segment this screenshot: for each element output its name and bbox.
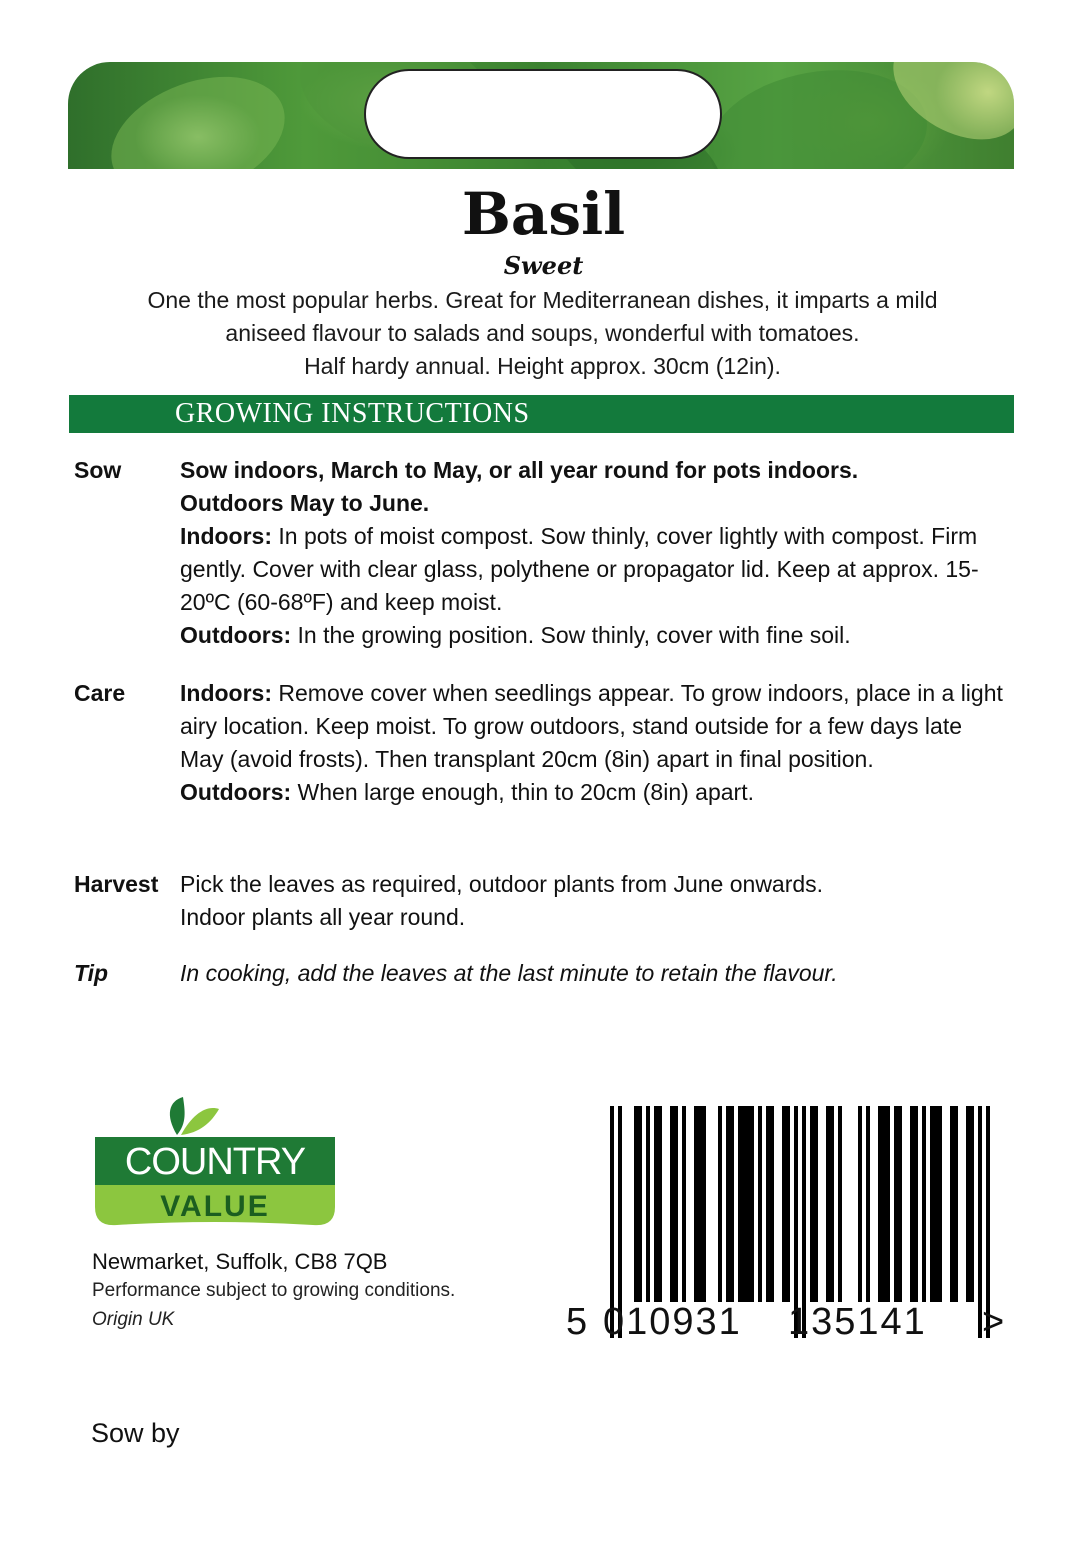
- product-variety: Sweet: [503, 251, 584, 280]
- logo-leaf-icon: [170, 1097, 185, 1135]
- harvest-line: Indoor plants all year round.: [180, 904, 466, 930]
- barcode-bar: [866, 1106, 870, 1302]
- harvest-label: Harvest: [74, 871, 159, 897]
- sow-content: [180, 454, 1010, 652]
- barcode-bar: [766, 1106, 770, 1302]
- hang-hole: [364, 69, 722, 159]
- sow-lead-outdoors: Outdoors May to June.: [180, 490, 430, 516]
- description-line: aniseed flavour to salads and soups, wonderful with tomatoes.: [225, 320, 860, 346]
- care-outdoors-paragraph: [180, 776, 1010, 809]
- barcode-bar: [682, 1106, 686, 1302]
- barcode-bar: [654, 1106, 658, 1302]
- barcode-bar: [830, 1106, 834, 1302]
- care-indoors-text: Remove cover when seedlings appear. To grow indoors, place in a light airy location. Keep moist. To grow outdoors, stand outside for a few days late May (avoid frosts). Then transplant 20cm (8in) apart in final position.: [180, 680, 1003, 772]
- barcode-bar: [730, 1106, 734, 1302]
- ean13-barcode: [562, 1106, 1012, 1342]
- barcode-bar: [646, 1106, 650, 1302]
- care-outdoors-label: Outdoors:: [180, 779, 292, 805]
- description-line: One the most popular herbs. Great for Mediterranean dishes, it imparts a mild: [147, 287, 938, 313]
- sow-label: Sow: [74, 457, 122, 483]
- barcode-bar: [898, 1106, 902, 1302]
- barcode-bar: [910, 1106, 914, 1302]
- barcode-bar: [634, 1106, 638, 1302]
- barcode-bar: [786, 1106, 790, 1302]
- barcode-bar: [770, 1106, 774, 1302]
- sow-indoors-paragraph: [180, 520, 1010, 619]
- barcode-bar: [878, 1106, 882, 1302]
- barcode-bar: [758, 1106, 762, 1302]
- sow-outdoors-label: Outdoors:: [180, 622, 292, 648]
- barcode-bar: [658, 1106, 662, 1302]
- barcode-bar: [694, 1106, 698, 1302]
- product-title: Basil: [461, 180, 626, 248]
- description-line: Half hardy annual. Height approx. 30cm (12in).: [304, 353, 781, 379]
- logo-leaf-icon: [181, 1108, 219, 1135]
- barcode-bar: [718, 1106, 722, 1302]
- sow-outdoors-paragraph: [180, 619, 1010, 652]
- sow-outdoors-text: In the growing position. Sow thinly, cover with fine soil.: [291, 622, 851, 648]
- barcode-bar: [750, 1106, 754, 1302]
- sow-indoors-text: In pots of moist compost. Sow thinly, cover lightly with compost. Firm gently. Cover with clear glass, polythene or propagator lid. Keep at approx. 15-20ºC (60-68ºF) and keep moist.: [180, 523, 979, 615]
- product-description: [80, 284, 1005, 383]
- barcode-bar: [954, 1106, 958, 1302]
- logo-bottom-text: VALUE: [160, 1190, 270, 1223]
- barcode-bar: [894, 1106, 898, 1302]
- care-outdoors-text: When large enough, thin to 20cm (8in) apart.: [291, 779, 754, 805]
- company-address: Newmarket, Suffolk, CB8 7QB: [92, 1249, 388, 1274]
- barcode-bar: [782, 1106, 786, 1302]
- barcode-bar: [858, 1106, 862, 1302]
- sow-indoors-label: Indoors:: [180, 523, 272, 549]
- barcode-bar: [914, 1106, 918, 1302]
- barcode-end-mark: >: [982, 1301, 1005, 1342]
- barcode-bar: [738, 1106, 742, 1302]
- country-value-logo: [95, 1095, 335, 1227]
- care-content: [180, 677, 1010, 809]
- tip-label: Tip: [74, 960, 109, 986]
- care-label: Care: [74, 680, 126, 706]
- harvest-content: [180, 868, 1010, 934]
- barcode-bar: [938, 1106, 942, 1302]
- harvest-line: Pick the leaves as required, outdoor plants from June onwards.: [180, 871, 824, 897]
- performance-disclaimer: Performance subject to growing conditions.: [92, 1280, 456, 1301]
- logo-top-text: COUNTRY: [124, 1141, 306, 1183]
- barcode-bar: [838, 1106, 842, 1302]
- barcode-bar: [726, 1106, 730, 1302]
- barcode-bar: [810, 1106, 814, 1302]
- barcode-left-digits: 010931: [603, 1301, 742, 1342]
- barcode-bar: [698, 1106, 702, 1302]
- barcode-bar: [922, 1106, 926, 1302]
- care-indoors-paragraph: [180, 677, 1010, 776]
- barcode-bar: [970, 1106, 974, 1302]
- barcode-bar: [638, 1106, 642, 1302]
- barcode-bar: [702, 1106, 706, 1302]
- barcode-bar: [934, 1106, 938, 1302]
- sow-by-label: Sow by: [91, 1418, 180, 1448]
- care-indoors-label: Indoors:: [180, 680, 272, 706]
- tip-text: In cooking, add the leaves at the last minute to retain the flavour.: [180, 960, 838, 986]
- barcode-bar: [826, 1106, 830, 1302]
- barcode-bar: [930, 1106, 934, 1302]
- barcode-bar: [746, 1106, 750, 1302]
- barcode-bar: [882, 1106, 886, 1302]
- barcode-bar: [886, 1106, 890, 1302]
- origin-label: Origin UK: [92, 1309, 175, 1330]
- growing-instructions-banner: [69, 395, 1014, 433]
- barcode-first-digit: 5: [566, 1301, 588, 1342]
- barcode-bar: [814, 1106, 818, 1302]
- barcode-bar: [670, 1106, 674, 1302]
- barcode-bar: [674, 1106, 678, 1302]
- barcode-bar: [742, 1106, 746, 1302]
- sow-lead: Sow indoors, March to May, or all year round for pots indoors.: [180, 457, 859, 483]
- barcode-bar: [966, 1106, 970, 1302]
- barcode-bar: [950, 1106, 954, 1302]
- growing-instructions-heading: GROWING INSTRUCTIONS: [175, 398, 530, 429]
- barcode-right-digits: 135141: [788, 1301, 927, 1342]
